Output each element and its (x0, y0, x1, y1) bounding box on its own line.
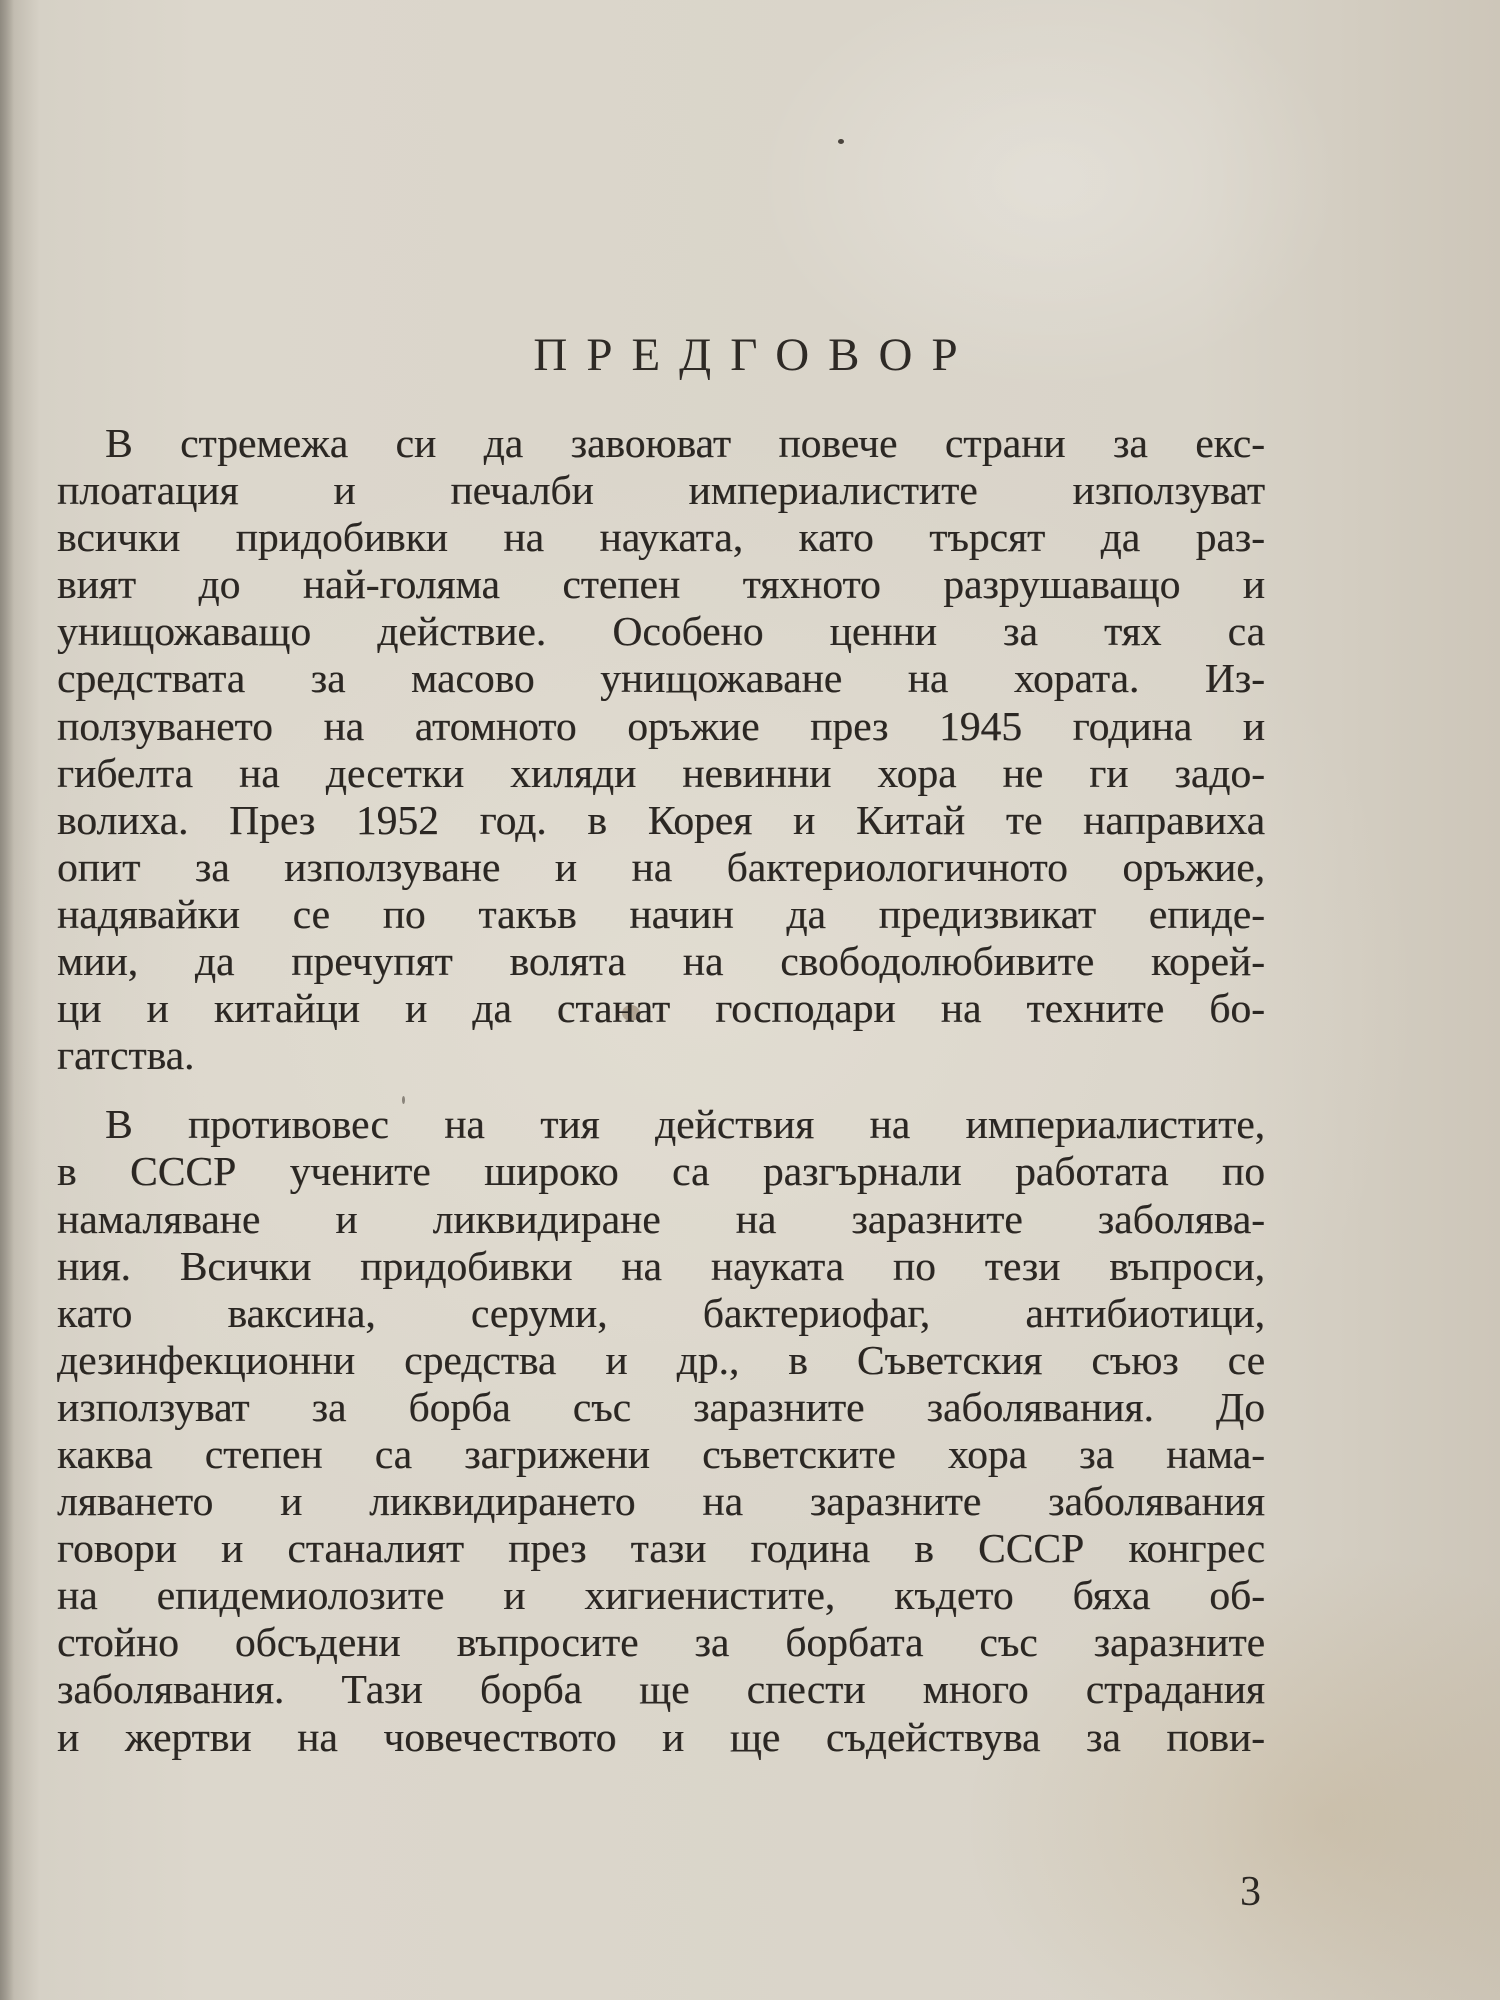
text-line: дезинфекционни средства и др., в Съветския съюз се (57, 1336, 1265, 1383)
ink-dot (838, 139, 844, 144)
text-line: ци и китайци и да станат господари на техните бо- (57, 985, 1265, 1032)
page-gutter-shadow (0, 0, 14, 2000)
text-line: като ваксина, серуми, бактериофаг, антибиотици, (57, 1289, 1265, 1336)
text-line: каква степен са загрижени съветските хора за нама- (57, 1430, 1265, 1477)
page-number: 3 (1240, 1869, 1261, 1915)
paragraph-spacer (57, 1079, 1265, 1101)
text-line: ползуването на атомното оръжие през 1945 година и (57, 702, 1265, 749)
text-line: вият до най-голяма степен тяхното разрушаващо и (57, 561, 1265, 608)
text-line: плоатация и печалби империалистите използуват (57, 467, 1265, 514)
text-line: говори и станалият през тази година в СССР конгрес (57, 1525, 1265, 1572)
text-line: надявайки се по такъв начин да предизвикат епиде- (57, 890, 1265, 937)
text-line: ляването и ликвидирането на заразните заболявания (57, 1478, 1265, 1525)
text-line: гибелта на десетки хиляди невинни хора не ги задо- (57, 749, 1265, 796)
paragraph-1 (57, 420, 1265, 1079)
text-line: ния. Всички придобивки на науката по тези въпроси, (57, 1242, 1265, 1289)
text-line: намаляване и ликвидиране на заразните заболява- (57, 1195, 1265, 1242)
text-line: стойно обсъдени въпросите за борбата със заразните (57, 1619, 1265, 1666)
body-text (57, 420, 1265, 1761)
text-line: в СССР учените широко са разгърнали работата по (57, 1148, 1265, 1195)
text-line: В противовес на тия действия на империалистите, (105, 1101, 1265, 1148)
text-line: В стремежа си да завоюват повече страни за екс- (105, 420, 1265, 466)
text-line: всички придобивки на науката, като търсят да раз- (57, 514, 1265, 561)
text-line: и жертви на човечеството и ще съдействува за пови- (57, 1713, 1265, 1760)
page-title: ПРЕДГОВОР (533, 329, 977, 381)
text-line: опит за използуване и на бактериологичното оръжие, (57, 843, 1265, 890)
text-line: заболявания. Тази борба ще спести много страдания (57, 1666, 1265, 1713)
text-line: гатства. (57, 1032, 195, 1079)
text-line: мии, да пречупят волята на свободолюбивите корей- (57, 938, 1265, 985)
text-line: унищожаващо действие. Особено ценни за тях са (57, 608, 1265, 655)
text-line: използуват за борба със заразните заболявания. До (57, 1383, 1265, 1430)
text-line: на епидемиолозите и хигиенистите, където бяха об- (57, 1572, 1265, 1619)
text-line: средствата за масово унищожаване на хората. Из- (57, 655, 1265, 702)
paragraph-2 (57, 1101, 1265, 1760)
text-line: волиха. През 1952 год. в Корея и Китай те направиха (57, 796, 1265, 843)
